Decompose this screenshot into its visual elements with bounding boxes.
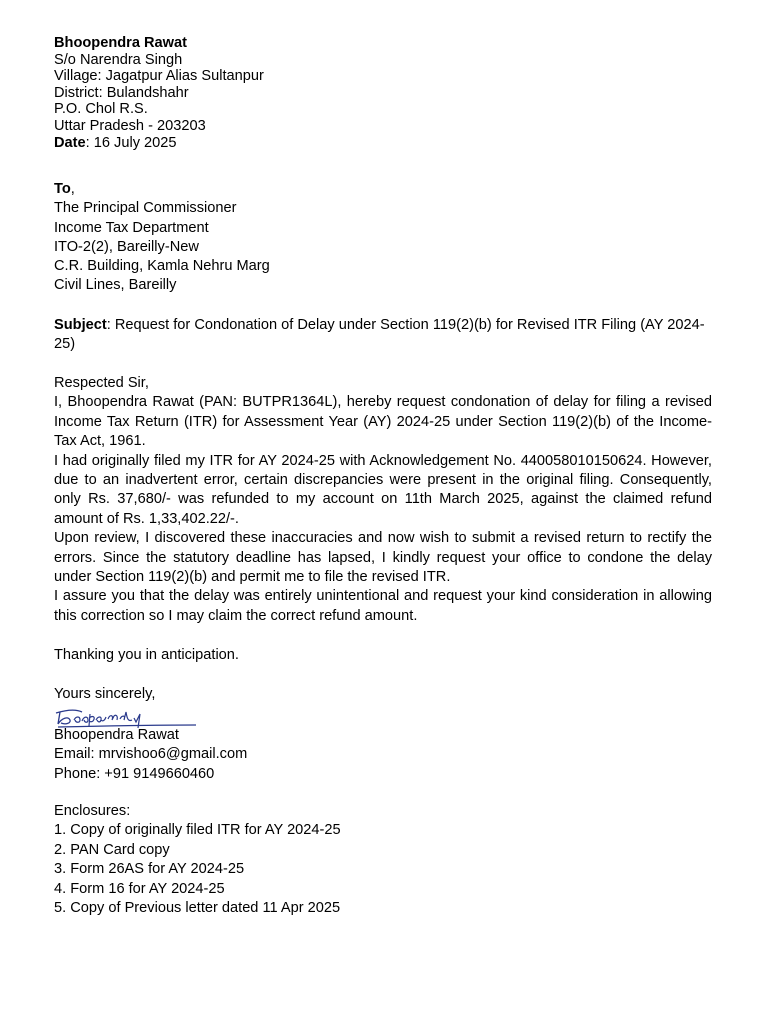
letter-body bbox=[54, 374, 712, 626]
to-label: To bbox=[54, 181, 71, 197]
body-paragraph: I assure you that the delay was entirely unintentional and request your kind consideration in allowing this correction so I may claim the correct refund amount. bbox=[54, 588, 712, 624]
recipient-line: Income Tax Department bbox=[54, 219, 209, 236]
recipient-line: C.R. Building, Kamla Nehru Marg bbox=[54, 258, 270, 275]
valediction: Yours sincerely, bbox=[54, 686, 156, 702]
enclosure-item: 2. PAN Card copy bbox=[54, 841, 170, 858]
sender-name: Bhoopendra Rawat bbox=[54, 35, 187, 51]
sender-address-block bbox=[54, 35, 712, 151]
enclosure-item: 1. Copy of originally filed ITR for AY 2024-25 bbox=[54, 822, 341, 839]
enclosure-item: 4. Form 16 for AY 2024-25 bbox=[54, 880, 225, 897]
body-paragraph: Upon review, I discovered these inaccuracies and now wish to submit a revised return to rectify the errors. Since the statutory deadline has lapsed, I kindly request your office to condone the delay under Section 119(2)(b) and permit me to file the revised ITR. bbox=[54, 530, 712, 586]
signatory-phone: Phone: +91 9149660460 bbox=[54, 765, 215, 782]
sender-district: District: Bulandshahr bbox=[54, 84, 189, 101]
closing-block bbox=[54, 685, 712, 704]
enclosures-title: Enclosures: bbox=[54, 803, 131, 819]
sender-relation: S/o Narendra Singh bbox=[54, 51, 183, 68]
recipient-address-block bbox=[54, 180, 712, 296]
sender-state: Uttar Pradesh - 203203 bbox=[54, 117, 206, 134]
to-suffix: , bbox=[70, 181, 75, 197]
subject-label: Subject bbox=[54, 317, 107, 333]
letter-date bbox=[54, 135, 712, 152]
signatory-name: Bhoopendra Rawat bbox=[54, 727, 179, 743]
date-label: Date bbox=[54, 134, 86, 151]
recipient-line: The Principal Commissioner bbox=[54, 200, 237, 217]
enclosures-block bbox=[54, 802, 712, 918]
recipient-line: Civil Lines, Bareilly bbox=[54, 277, 177, 294]
signatory-block bbox=[54, 726, 712, 784]
to-heading bbox=[54, 180, 712, 199]
subject-text: : Request for Condonation of Delay under Section 119(2)(b) for Revised ITR Filing (AY 2024-25) bbox=[54, 317, 705, 353]
body-paragraph: I, Bhoopendra Rawat (PAN: BUTPR1364L), hereby request condonation of delay for filing a revised Income Tax Return (ITR) for Assessment Year (AY) 2024-25 under Section 119(2)(b) of the Income-Tax Act, 1961. bbox=[54, 394, 712, 450]
body-paragraph: I had originally filed my ITR for AY 2024-25 with Acknowledgement No. 440058010150624. However, due to an inadvertent error, certain discrepancies were present in the original filing. Consequently, only Rs. 37,680/- was refunded to my account on 11th March 2025, against the claimed refund amount of Rs. 1,33,402.22/-. bbox=[54, 452, 712, 527]
sender-village: Village: Jagatpur Alias Sultanpur bbox=[54, 68, 264, 85]
recipient-line: ITO-2(2), Bareilly-New bbox=[54, 238, 199, 255]
salutation: Respected Sir, bbox=[54, 375, 149, 391]
subject-block bbox=[54, 316, 712, 355]
sender-post-office: P.O. Chol R.S. bbox=[54, 101, 148, 118]
thanks-block bbox=[54, 646, 712, 665]
date-value: : 16 July 2025 bbox=[85, 134, 177, 151]
enclosure-item: 5. Copy of Previous letter dated 11 Apr 2025 bbox=[54, 900, 341, 917]
enclosure-item: 3. Form 26AS for AY 2024-25 bbox=[54, 861, 245, 878]
thanks-line: Thanking you in anticipation. bbox=[54, 647, 239, 663]
signatory-email: Email: mrvishoo6@gmail.com bbox=[54, 746, 248, 763]
subject-line bbox=[54, 316, 712, 355]
